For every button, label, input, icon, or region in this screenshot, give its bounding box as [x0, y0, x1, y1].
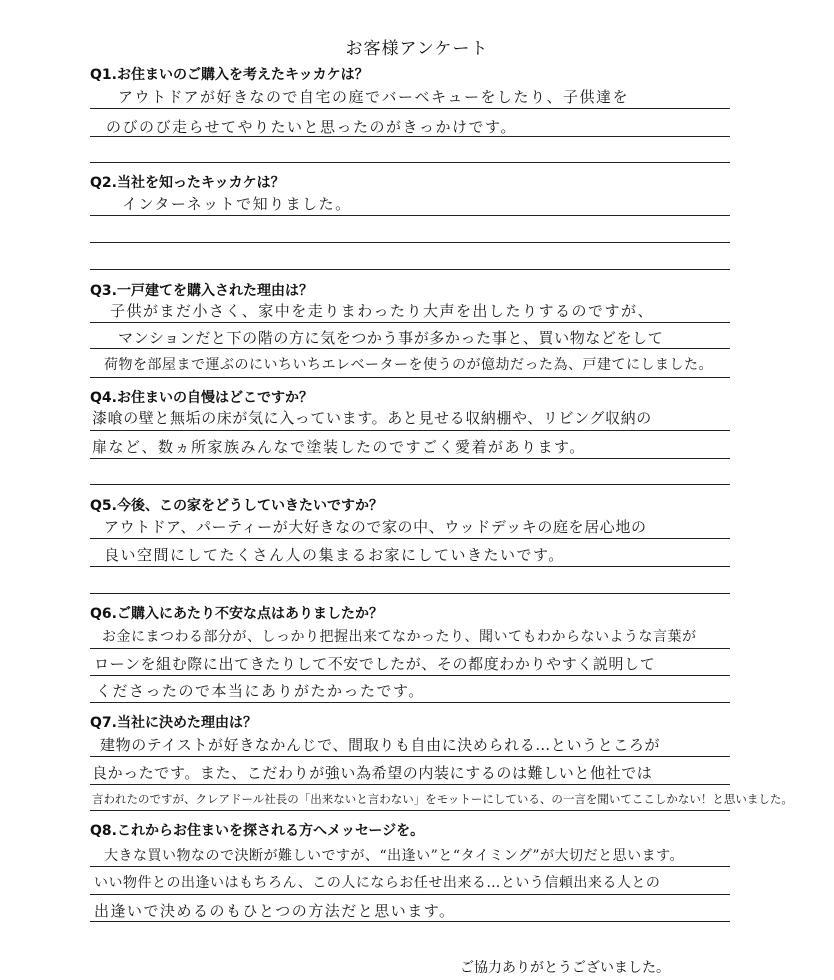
rule	[90, 108, 730, 109]
question-5: Q5.今後、この家をどうしていきたいですか？	[90, 498, 383, 514]
rule	[90, 702, 730, 703]
rule	[90, 756, 730, 757]
rule	[90, 348, 730, 349]
rule	[90, 136, 730, 137]
answer-2-line-1: インターネットで知りました。	[122, 195, 352, 213]
rule	[90, 648, 730, 649]
rule	[90, 269, 730, 270]
closing-thanks: ご協力ありがとうございました。	[460, 960, 670, 976]
answer-8-line-3: 出逢いで決めるのもひとつの方法だと思います。	[94, 902, 456, 920]
answer-1-line-1: アウトドアが好きなので自宅の庭でバーベキューをしたり、子供達を	[118, 88, 630, 106]
answer-5-line-1: アウトドア、パーティーが大好きなので家の中、ウッドデッキの庭を居心地の	[104, 518, 647, 536]
rule	[90, 484, 730, 485]
answer-6-line-3: くださったので本当にありがたかったです。	[96, 682, 425, 700]
answer-7-line-3: 言われたのですが、クレアドール社長の「出来ないと言わない」をモットーにしている、の一言を聞いてここしかない！と思いました。	[92, 792, 793, 806]
rule	[90, 894, 730, 895]
question-4: Q4.お住まいの自慢はどこですか？	[90, 390, 313, 406]
answer-7-line-2: 良かったです。また、こだわりが強い為希望の内装にするのは難しいと他社では	[92, 764, 653, 782]
rule	[90, 538, 730, 539]
question-1: Q1.お住まいのご購入を考えたキッカケは？	[90, 67, 369, 83]
answer-6-line-1: お金にまつわる部分が、しっかり把握出来てなかったり、聞いてもわからないような言葉が	[102, 629, 697, 645]
answer-5-line-2: 良い空間にしてたくさん人の集まるお家にしていきたいです。	[104, 546, 565, 564]
rule	[90, 430, 730, 431]
answer-8-line-2: いい物件との出逢いはもちろん、この人にならお任せ出来る…という信頼出来る人との	[94, 875, 661, 891]
rule	[90, 593, 730, 594]
answer-3-line-3: 荷物を部屋まで運ぶのにいちいちエレベーターを使うのが億劫だった為、戸建てにしました。	[104, 357, 713, 373]
rule	[90, 377, 730, 378]
answer-1-line-2: のびのび走らせてやりたいと思ったのがきっかけです。	[106, 118, 517, 136]
rule	[90, 458, 730, 459]
question-3: Q3.一戸建てを購入された理由は？	[90, 283, 313, 299]
answer-3-line-1: 子供がまだ小さく、家中を走りまわったり大声を出したりするのですが、	[110, 302, 655, 320]
answer-3-line-2: マンションだと下の階の方に気をつかう事が多かった事と、買い物などをして	[118, 329, 664, 347]
question-2: Q2.当社を知ったキッカケは？	[90, 175, 285, 191]
question-7: Q7.当社に決めた理由は？	[90, 715, 257, 731]
rule	[90, 866, 730, 867]
question-8: Q8.これからお住まいを探される方へメッセージを。	[90, 823, 425, 839]
rule	[90, 810, 730, 811]
rule	[90, 784, 730, 785]
answer-8-line-1: 大きな買い物なので決断が難しいですが、“出逢い”と“タイミング”が大切だと思います。	[104, 848, 684, 864]
answer-4-line-2: 扉など、数ヵ所家族みんなで塗装したのですごく愛着があります。	[92, 438, 586, 456]
rule	[90, 675, 730, 676]
rule	[90, 215, 730, 216]
answer-4-line-1: 漆喰の壁と無垢の床が気に入っています。あと見せる収納棚や、リビング収納の	[92, 409, 652, 427]
rule	[90, 162, 730, 163]
answer-7-line-1: 建物のテイストが好きなかんじで、間取りも自由に決められる…というところが	[100, 736, 661, 754]
rule	[90, 566, 730, 567]
survey-title: お客様アンケート	[345, 39, 489, 59]
rule	[90, 242, 730, 243]
answer-6-line-2: ローンを組む際に出てきたりして不安でしたが、その都度わかりやすく説明して	[94, 655, 656, 673]
rule	[90, 322, 730, 323]
question-6: Q6.ご購入にあたり不安な点はありましたか？	[90, 606, 383, 622]
rule	[90, 921, 730, 922]
